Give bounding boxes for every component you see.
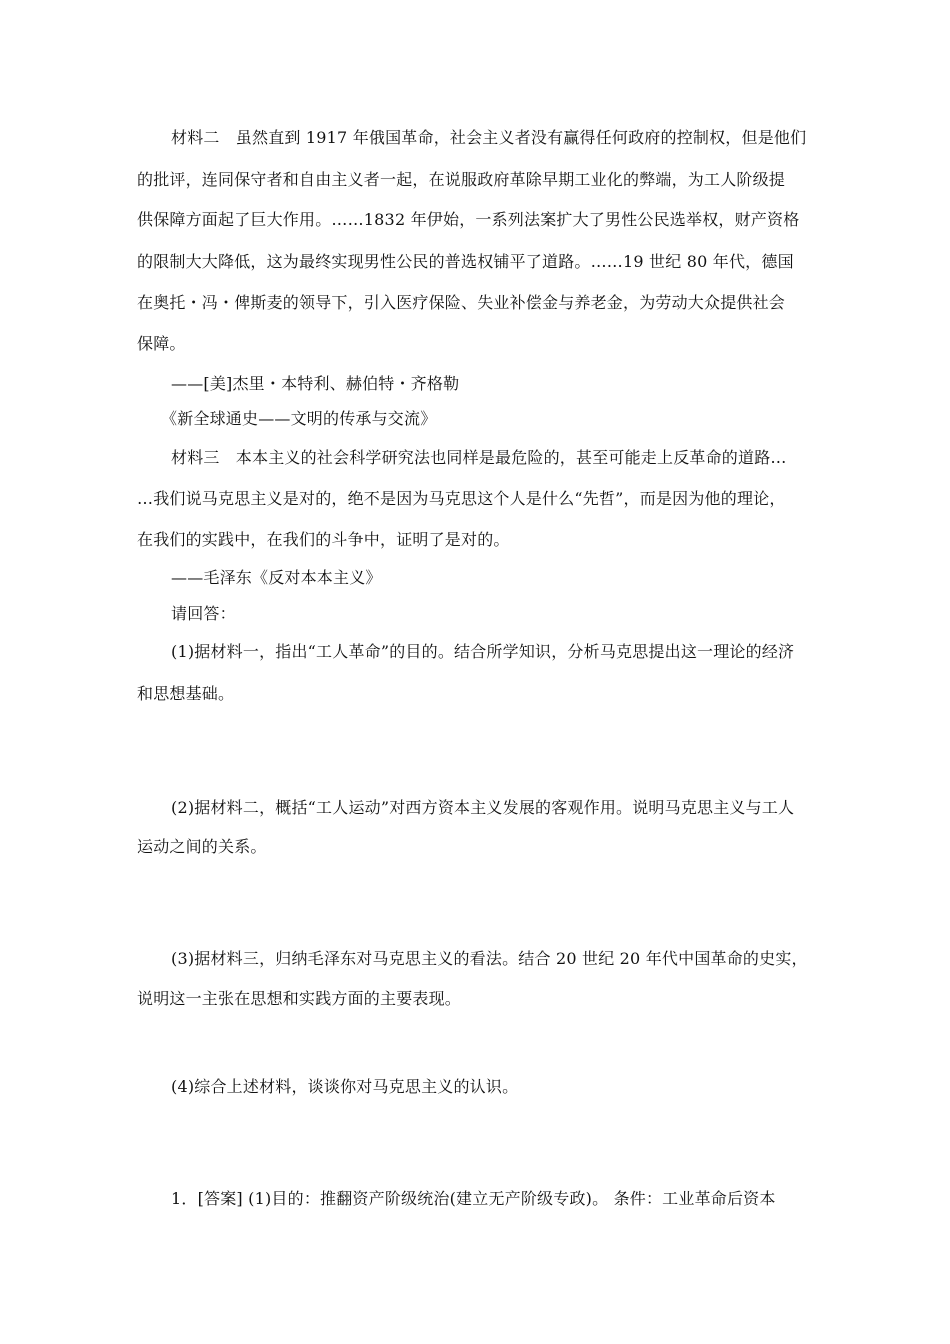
material2-line-3: 供保障方面起了巨大作用。……1832 年伊始，一系列法案扩大了男性公民选举权，财产资格 xyxy=(137,210,800,229)
question-4-line-1: (4)综合上述材料，谈谈你对马克思主义的认识。 xyxy=(171,1077,519,1096)
answer-prompt: 请回答： xyxy=(171,604,236,623)
material2-line-6: 保障。 xyxy=(137,334,186,353)
material2-line-4: 的限制大大降低，这为最终实现男性公民的普选权铺平了道路。……19 世纪 80 年代，德国 xyxy=(137,252,794,271)
question-1-line-2: 和思想基础。 xyxy=(137,684,235,703)
material2-source-book: 《新全球通史——文明的传承与交流》 xyxy=(161,409,437,428)
question-1-line-1: (1)据材料一，指出“工人革命”的目的。结合所学知识，分析马克思提出这一理论的经济 xyxy=(171,642,795,661)
question-3-line-1: (3)据材料三，归纳毛泽东对马克思主义的看法。结合 20 世纪 20 年代中国革命的史实， xyxy=(171,949,808,968)
material2-line-2: 的批评，连同保守者和自由主义者一起，在说服政府革除早期工业化的弊端，为工人阶级提 xyxy=(137,170,786,189)
question-3-line-2: 说明这一主张在思想和实践方面的主要表现。 xyxy=(137,989,462,1008)
question-2-line-2: 运动之间的关系。 xyxy=(137,837,267,856)
material2-source-author: ——[美]杰里・本特利、赫伯特・齐格勒 xyxy=(171,374,460,393)
material3-line-3: 在我们的实践中，在我们的斗争中，证明了是对的。 xyxy=(137,530,510,549)
material3-line-2: …我们说马克思主义是对的，绝不是因为马克思这个人是什么“先哲”，而是因为他的理论， xyxy=(137,489,786,508)
material3-line-1: 材料三 本本主义的社会科学研究法也同样是最危险的，甚至可能走上反革命的道路… xyxy=(171,448,787,467)
answer-line-1: 1．[答案] (1)目的：推翻资产阶级统治(建立无产阶级专政)。 条件：工业革命后资本 xyxy=(171,1189,776,1208)
material2-line-5: 在奥托・冯・俾斯麦的领导下，引入医疗保险、失业补偿金与养老金，为劳动大众提供社会 xyxy=(137,293,786,312)
question-2-line-1: (2)据材料二，概括“工人运动”对西方资本主义发展的客观作用。说明马克思主义与工人 xyxy=(171,798,795,817)
material2-line-1: 材料二 虽然直到 1917 年俄国革命，社会主义者没有赢得任何政府的控制权，但是他们 xyxy=(171,128,807,147)
material3-source: ——毛泽东《反对本本主义》 xyxy=(171,568,382,587)
